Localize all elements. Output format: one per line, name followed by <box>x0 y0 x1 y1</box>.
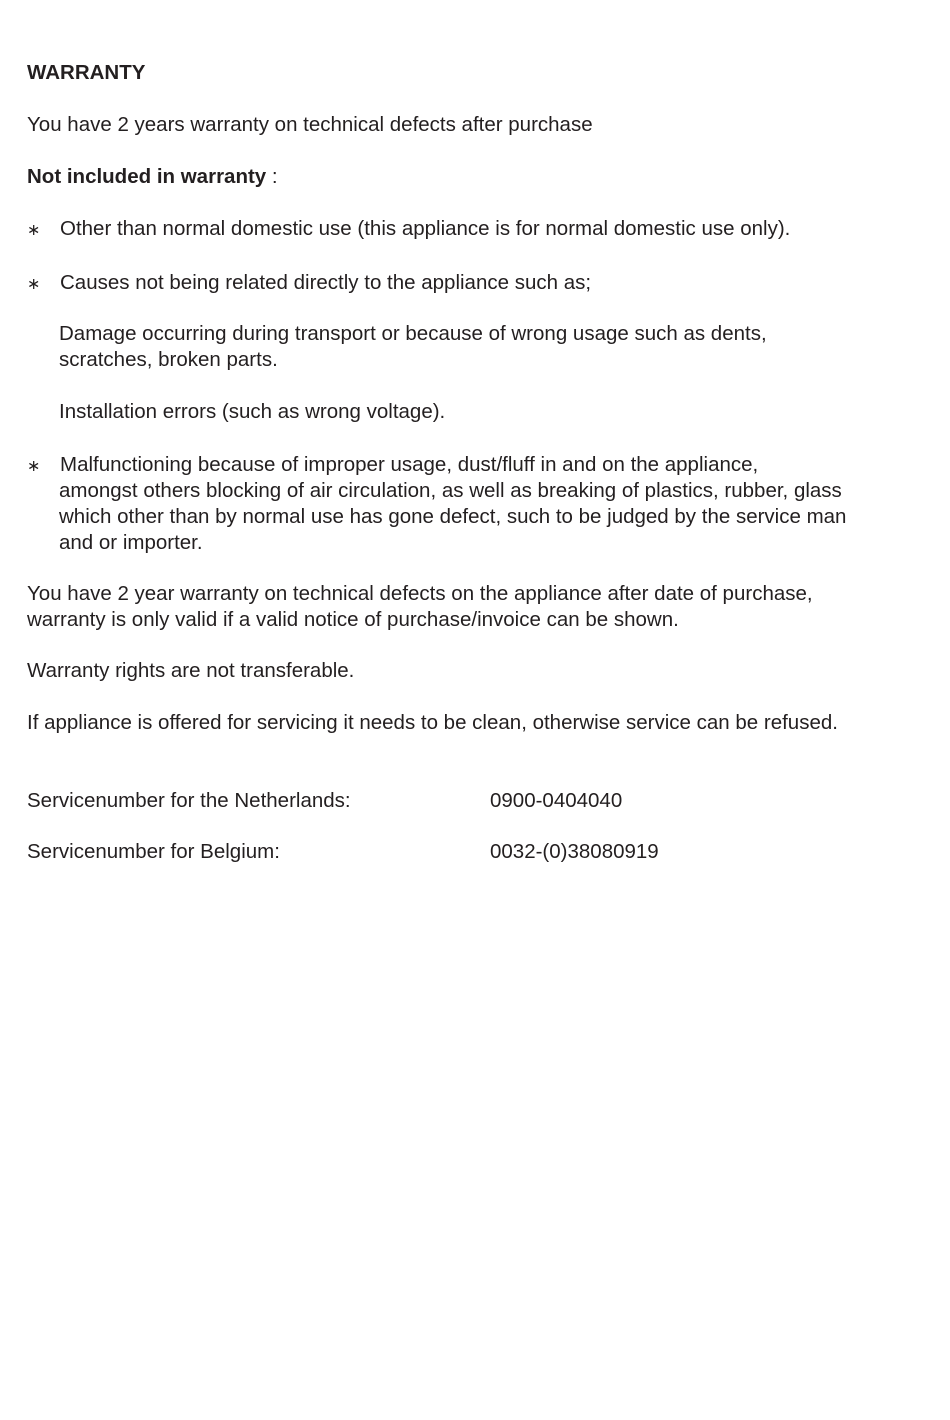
exclusion-item-1: Other than normal domestic use (this appliance is for normal domestic use only). <box>60 217 791 240</box>
bullet-icon: ∗ <box>27 222 41 239</box>
exclusion-subitem-installation: Installation errors (such as wrong voltage). <box>59 400 446 423</box>
bullet-icon: ∗ <box>27 458 41 475</box>
exclusion-item-3-line: and or importer. <box>59 531 203 554</box>
exclusion-subitem-damage <box>59 321 767 373</box>
not-included-suffix: : <box>266 165 278 188</box>
service-label-netherlands: Servicenumber for the Netherlands: <box>27 789 351 812</box>
exclusion-subitem-line: Damage occurring during transport or because of wrong usage such as dents, <box>59 322 767 345</box>
not-included-label: Not included in warranty <box>27 165 267 188</box>
exclusion-item-3-line: Malfunctioning because of improper usage, dust/fluff in and on the appliance, <box>60 453 759 476</box>
service-number-netherlands: 0900-0404040 <box>490 789 623 812</box>
purchase-note-line: You have 2 year warranty on technical defects on the appliance after date of purchase, <box>27 582 813 605</box>
exclusion-item-3-line: amongst others blocking of air circulation, as well as breaking of plastics, rubber, glass <box>59 479 842 502</box>
warranty-intro: You have 2 years warranty on technical defects after purchase <box>27 113 593 136</box>
exclusion-subitem-line: scratches, broken parts. <box>59 348 278 371</box>
purchase-note <box>27 581 937 633</box>
service-label-belgium: Servicenumber for Belgium: <box>27 840 280 863</box>
purchase-note-line: warranty is only valid if a valid notice of purchase/invoice can be shown. <box>27 608 679 631</box>
clean-note: If appliance is offered for servicing it needs to be clean, otherwise service can be refused. <box>27 711 838 734</box>
exclusion-item-3-line: which other than by normal use has gone defect, such to be judged by the service man <box>59 505 847 528</box>
not-included-heading <box>27 164 278 190</box>
exclusion-item-2: Causes not being related directly to the appliance such as; <box>60 271 592 294</box>
service-number-belgium: 0032-(0)38080919 <box>490 840 659 863</box>
exclusion-item-3 <box>59 452 846 556</box>
page-title: WARRANTY <box>27 61 146 84</box>
transfer-note: Warranty rights are not transferable. <box>27 659 355 682</box>
bullet-icon: ∗ <box>27 276 41 293</box>
